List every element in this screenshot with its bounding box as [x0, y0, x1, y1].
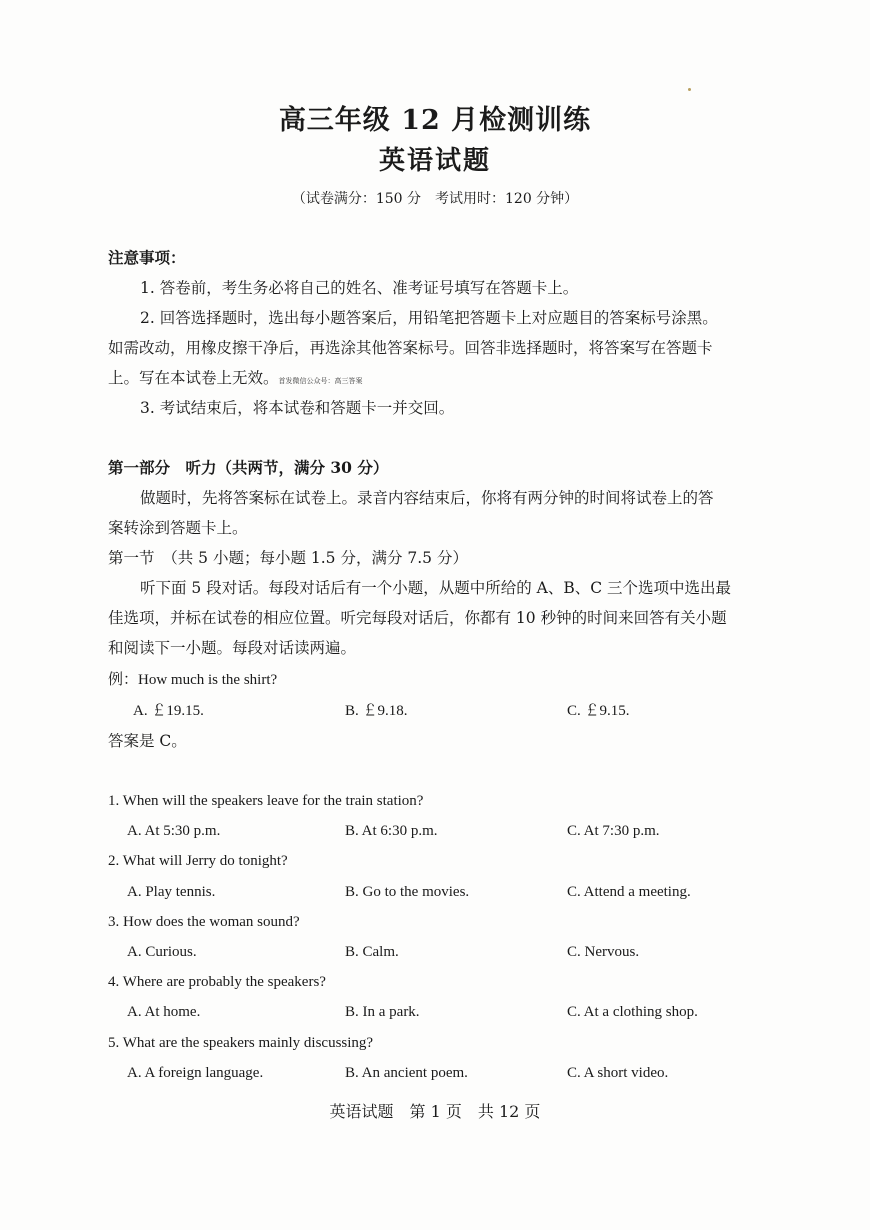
part1-desc-line-2: 案转涂到答题卡上。: [108, 519, 248, 537]
question-1-option-b: B. At 6:30 p.m.: [345, 823, 438, 839]
scan-speck: [688, 88, 691, 91]
section1-line-3: 和阅读下一小题。每段对话读两遍。: [108, 639, 357, 657]
example-option-b: B. ￡9.18.: [345, 703, 408, 719]
question-5: 5. What are the speakers mainly discussing?: [108, 1035, 374, 1051]
part1-heading: 第一部分 听力（共两节，满分 30 分）: [108, 458, 389, 477]
notice-item-1: 1. 答卷前，考生务必将自己的姓名、准考证号填写在答题卡上。: [140, 279, 579, 297]
question-2-option-b: B. Go to the movies.: [345, 884, 470, 900]
question-4-option-c: C. At a clothing shop.: [567, 1004, 698, 1020]
question-1-option-c: C. At 7:30 p.m.: [567, 823, 660, 839]
question-3-option-c: C. Nervous.: [567, 944, 640, 960]
exam-title: 高三年级 12 月检测训练: [278, 105, 592, 136]
example-question: 例：How much is the shirt?: [108, 672, 278, 688]
notice-item-2-line-3: [108, 368, 363, 391]
notice-item-2-line-2: 如需改动，用橡皮擦干净后，再选涂其他答案标号。回答非选择题时，将答案写在答题卡: [108, 339, 713, 357]
notice-item-2-line-3-text: 上。写在本试卷上无效。: [108, 369, 279, 387]
question-3: 3. How does the woman sound?: [108, 914, 300, 930]
notice-item-3: 3. 考试结束后，将本试卷和答题卡一并交回。: [140, 399, 455, 417]
part1-desc-line-1: 做题时，先将答案标在试卷上。录音内容结束后，你将有两分钟的时间将试卷上的答: [140, 489, 714, 507]
question-3-option-a: A. Curious.: [127, 944, 197, 960]
question-1-option-a: A. At 5:30 p.m.: [127, 823, 221, 839]
section1-line-1: 听下面 5 段对话。每段对话后有一个小题，从题中所给的 A、B、C 三个选项中选出最: [140, 579, 732, 597]
question-5-option-a: A. A foreign language.: [127, 1065, 264, 1081]
question-3-option-b: B. Calm.: [345, 944, 399, 960]
notice-item-2-line-1: 2. 回答选择题时，选出每小题答案后，用铅笔把答题卡上对应题目的答案标号涂黑。: [140, 309, 718, 327]
page-footer: 英语试题 第 1 页 共 12 页: [329, 1102, 541, 1121]
question-2-option-c: C. Attend a meeting.: [567, 884, 691, 900]
section1-line-2: 佳选项，并标在试卷的相应位置。听完每段对话后，你都有 10 秒钟的时间来回答有关小题: [108, 609, 727, 627]
question-2: 2. What will Jerry do tonight?: [108, 853, 288, 869]
section1-heading: 第一节 （共 5 小题；每小题 1.5 分，满分 7.5 分）: [108, 549, 468, 567]
question-2-option-a: A. Play tennis.: [127, 884, 216, 900]
example-option-c: C. ￡9.15.: [567, 703, 630, 719]
question-4-option-b: B. In a park.: [345, 1004, 420, 1020]
notice-small-print: 首发微信公众号：高三答案: [278, 377, 363, 385]
question-5-option-b: B. An ancient poem.: [345, 1065, 468, 1081]
question-4-option-a: A. At home.: [127, 1004, 201, 1020]
subject-title: 英语试题: [378, 146, 491, 176]
exam-info: （试卷满分：150 分 考试用时：120 分钟）: [291, 191, 579, 207]
question-1: 1. When will the speakers leave for the train station?: [108, 793, 424, 809]
question-4: 4. Where are probably the speakers?: [108, 974, 326, 990]
example-option-a: A. ￡19.15.: [133, 703, 204, 719]
question-5-option-c: C. A short video.: [567, 1065, 669, 1081]
example-answer: 答案是 C。: [108, 732, 187, 750]
notice-heading: 注意事项：: [108, 248, 186, 267]
